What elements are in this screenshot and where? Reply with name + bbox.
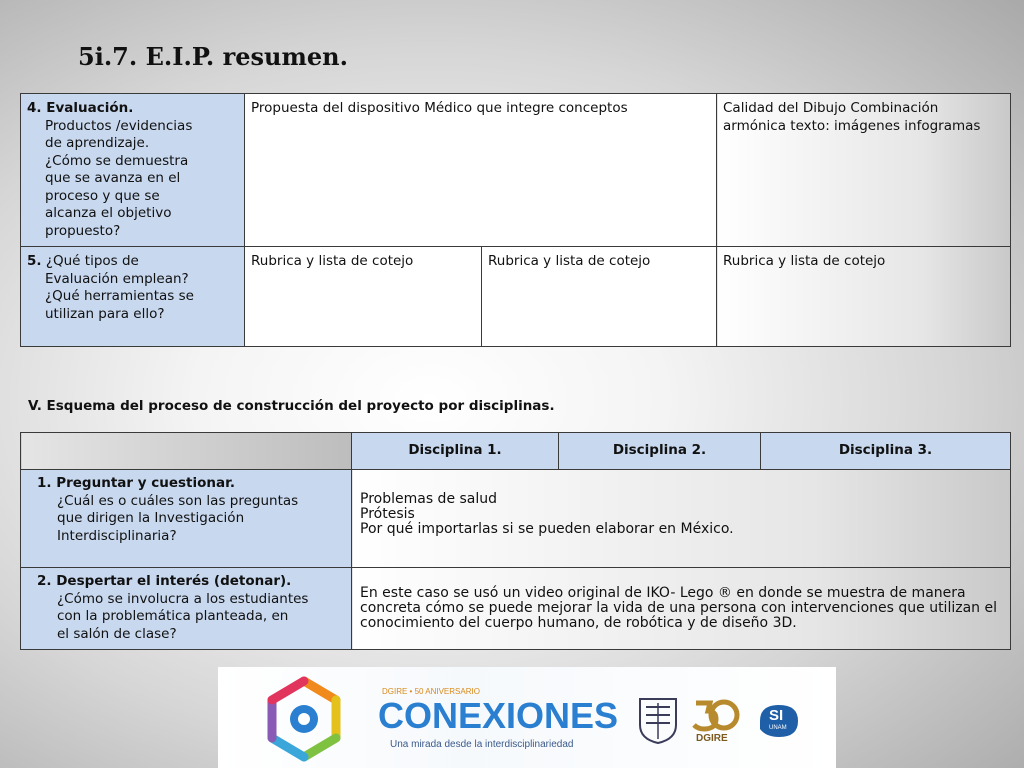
banner-tagline: Una mirada desde la interdisciplinariedad bbox=[390, 739, 574, 750]
interest-label-cell bbox=[21, 568, 352, 650]
evaluation-product-cell: Propuesta del dispositivo Médico que integre conceptos bbox=[245, 94, 717, 247]
evaluation-types-line: utilizan para ello? bbox=[45, 305, 165, 322]
interest-line: con la problemática planteada, en bbox=[57, 608, 289, 624]
evaluation-label-cell bbox=[21, 94, 245, 247]
section-heading: V. Esquema del proceso de construcción del proyecto por disciplinas. bbox=[28, 398, 555, 414]
discipline-1-header: Disciplina 1. bbox=[352, 433, 559, 470]
evaluation-types-cell bbox=[21, 247, 245, 347]
evaluation-line: propuesto? bbox=[45, 222, 121, 239]
banner-subtitle: DGIRE • 50 ANIVERSARIO bbox=[382, 687, 480, 696]
interest-line: el salón de clase? bbox=[57, 625, 177, 642]
table-row bbox=[21, 94, 1011, 247]
table-row bbox=[21, 568, 1011, 650]
content-line: Por qué importarlas si se pueden elaborar en México. bbox=[360, 521, 734, 537]
interest-heading: 2. Despertar el interés (detonar). bbox=[37, 573, 292, 589]
question-line: que dirigen la Investigación bbox=[57, 510, 245, 526]
discipline-table bbox=[20, 432, 1011, 650]
dgire-label: DGIRE bbox=[696, 733, 728, 744]
discipline-3-header: Disciplina 3. bbox=[761, 433, 1011, 470]
question-content-cell bbox=[352, 470, 1011, 568]
rubric-cell-2: Rubrica y lista de cotejo bbox=[482, 247, 717, 347]
dgire-50-logo bbox=[688, 697, 746, 745]
unam-label: UNAM bbox=[769, 725, 787, 731]
discipline-2-header: Disciplina 2. bbox=[559, 433, 761, 470]
si-unam-logo bbox=[756, 701, 802, 741]
conexiones-banner bbox=[218, 667, 836, 768]
evaluation-line: que se avanza en el bbox=[45, 170, 181, 186]
evaluation-types-first-line bbox=[27, 253, 238, 271]
rubric-cell-3: Rubrica y lista de cotejo bbox=[717, 247, 1011, 347]
question-line: Interdisciplinaria? bbox=[57, 527, 177, 544]
si-label: SI bbox=[769, 707, 784, 724]
evaluation-quality-cell: Calidad del Dibujo Combinación armónica texto: imágenes infogramas bbox=[717, 94, 1011, 247]
content-line: Prótesis bbox=[360, 506, 415, 522]
interest-line: ¿Cómo se involucra a los estudiantes bbox=[57, 590, 309, 607]
empty-header-cell bbox=[21, 433, 352, 470]
evaluation-types-first-text: ¿Qué tipos de bbox=[45, 253, 139, 269]
question-label-cell bbox=[21, 470, 352, 568]
evaluation-line: Productos /evidencias bbox=[45, 117, 193, 134]
question-line: ¿Cuál es o cuáles son las preguntas bbox=[57, 492, 299, 509]
table-row bbox=[21, 470, 1011, 568]
conexiones-logo-icon bbox=[258, 673, 350, 765]
evaluation-table bbox=[20, 93, 1011, 347]
evaluation-line: ¿Cómo se demuestra bbox=[45, 152, 189, 169]
table-header-row bbox=[21, 433, 1011, 470]
evaluation-heading: 4. Evaluación. bbox=[27, 100, 134, 116]
slide-title: 5i.7. E.I.P. resumen. bbox=[78, 42, 348, 71]
banner-brand: CONEXIONES bbox=[378, 695, 619, 736]
evaluation-line: alcanza el objetivo bbox=[45, 205, 172, 221]
question-heading: 1. Preguntar y cuestionar. bbox=[37, 475, 235, 491]
row-number: 5. bbox=[27, 253, 42, 269]
evaluation-types-line: Evaluación emplean? bbox=[45, 270, 189, 287]
evaluation-line: proceso y que se bbox=[45, 187, 160, 204]
interest-content-cell: En este caso se usó un video original de IKO- Lego ® en donde se muestra de manera concreta cómo se puede mejorar la vida de una persona con intervenciones que utilizan el conocimiento del cuerpo humano, de robótica y de diseño 3D. bbox=[352, 568, 1011, 650]
evaluation-line: de aprendizaje. bbox=[45, 135, 150, 151]
evaluation-types-line: ¿Qué herramientas se bbox=[45, 288, 194, 304]
unam-seal-icon bbox=[636, 695, 680, 745]
table-row bbox=[21, 247, 1011, 347]
content-line: Problemas de salud bbox=[360, 491, 498, 507]
rubric-cell-1: Rubrica y lista de cotejo bbox=[245, 247, 482, 347]
